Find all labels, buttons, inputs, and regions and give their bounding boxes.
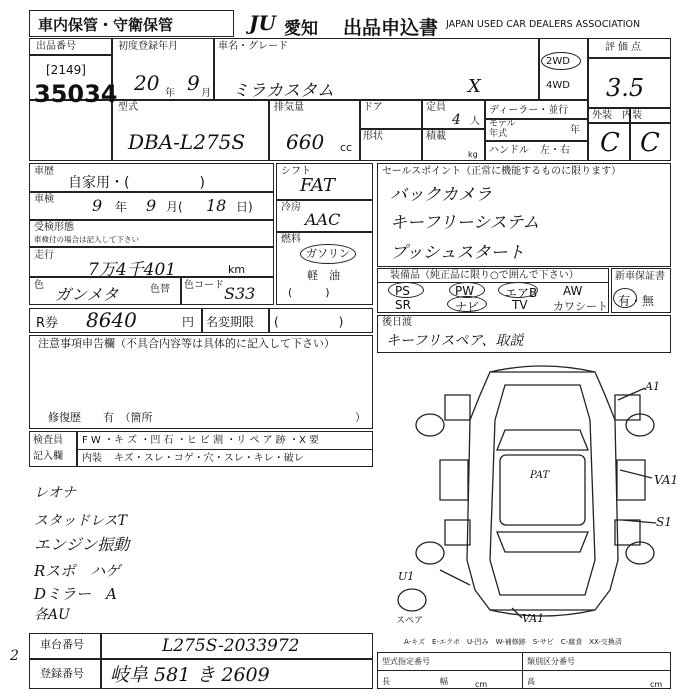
history-value: 自家用・( ) bbox=[68, 175, 205, 191]
doors-label: ドア bbox=[363, 102, 383, 113]
class-spec-label: 類別区分番号 bbox=[527, 657, 575, 666]
equip-navi: ナビ bbox=[455, 300, 480, 314]
color-value: ガンメタ bbox=[55, 285, 119, 304]
car-name: ミラカスタム bbox=[232, 81, 334, 101]
inspection-note-1: レオナ bbox=[34, 485, 76, 501]
warranty-options: 有・無 bbox=[618, 294, 655, 308]
selling-point-1: バックカメラ bbox=[390, 185, 492, 205]
cm-unit-1: cm bbox=[475, 680, 488, 689]
receipt-label: 受検形態 bbox=[34, 222, 74, 233]
storage-label: 車内保管・守衛保管 bbox=[38, 16, 174, 34]
model-label: 車名・グレード bbox=[218, 41, 288, 52]
displacement-value: 660 bbox=[286, 130, 325, 154]
equip-aw: AW bbox=[563, 284, 583, 298]
equip-sr: SR bbox=[395, 298, 411, 312]
mark-va1-right: VA1 bbox=[654, 473, 679, 487]
color-label: 色 bbox=[34, 280, 44, 291]
interior-grade: C bbox=[640, 128, 660, 158]
drive-4wd: 4WD bbox=[546, 80, 570, 91]
length-label: 長 bbox=[382, 677, 390, 686]
ju-logo: JU bbox=[249, 11, 276, 35]
after-value: キーフリスペア、取説 bbox=[386, 333, 524, 349]
shaken-year-unit: 年 bbox=[115, 200, 128, 214]
name-change-label: 名変期限 bbox=[206, 315, 255, 329]
cm-unit-2: cm bbox=[650, 680, 663, 689]
warranty-label: 新車保証書 bbox=[615, 271, 665, 282]
capacity-unit: 人 bbox=[470, 116, 480, 127]
mark-u1: U1 bbox=[398, 570, 415, 583]
exterior-grade: C bbox=[600, 128, 620, 158]
ext-int-label: 外装 内装 bbox=[592, 110, 642, 121]
capacity-label: 定員 bbox=[426, 102, 446, 113]
handle-label: ハンドル bbox=[489, 145, 529, 156]
equip-power-seat: カワシート bbox=[553, 300, 608, 313]
shaken-month-unit: 月( bbox=[166, 200, 183, 214]
name-change-value: ( ) bbox=[274, 315, 344, 329]
selling-point-3: プッシュスタート bbox=[390, 243, 525, 263]
inspection-note-5: Dミラー A bbox=[34, 585, 117, 603]
load-label: 積載 bbox=[426, 131, 446, 142]
color-code-value: S33 bbox=[224, 284, 256, 303]
cc-unit: cc bbox=[340, 141, 353, 154]
equip-tv: TV bbox=[512, 298, 528, 312]
chassis-value: L275S-2033972 bbox=[162, 636, 300, 656]
first-reg-month: 9 bbox=[187, 71, 200, 95]
lot-number: 35034 bbox=[34, 80, 118, 108]
type-value: DBA-L275S bbox=[128, 130, 246, 154]
first-reg-year: 20 bbox=[134, 71, 160, 95]
fuel-paren: ( ) bbox=[288, 286, 330, 299]
ac-value: AAC bbox=[305, 210, 341, 229]
type-label: 型式 bbox=[118, 102, 138, 113]
shaken-day: 18 bbox=[206, 196, 227, 215]
shaken-day-unit: 日) bbox=[236, 200, 253, 214]
capacity-value: 4 bbox=[452, 112, 461, 128]
inspection-note-3: エンジン振動 bbox=[34, 535, 130, 554]
model-year-label1: モデル bbox=[489, 119, 516, 129]
month-unit: 月 bbox=[201, 88, 211, 99]
equip-ps: PS bbox=[395, 284, 410, 298]
inspection-note-6: 各AU bbox=[34, 607, 70, 623]
repair-label: 修復歴 有 （箇所 bbox=[48, 411, 153, 424]
receipt-note: 車検付の場合は記入して下さい bbox=[34, 235, 139, 244]
recycle-label: R券 bbox=[36, 316, 59, 331]
lot-small-number: [2149] bbox=[46, 63, 86, 77]
inspection-note-4: Rスポ ハゲ bbox=[34, 562, 121, 580]
mileage-label: 走行 bbox=[34, 250, 54, 261]
fuel-value: ガソリン bbox=[306, 247, 350, 260]
inspection-row2: キズ・スレ・コゲ・穴・スレ・キレ・破レ bbox=[114, 453, 304, 464]
yen-unit: 円 bbox=[182, 315, 195, 329]
mark-va1-rear: VA1 bbox=[522, 612, 545, 625]
score-value: 3.5 bbox=[606, 74, 645, 102]
association-name: JAPAN USED CAR DEALERS ASSOCIATION bbox=[446, 19, 641, 30]
inspector-label: 検査員 bbox=[33, 435, 63, 446]
selling-points-header: セールスポイント（正常に機能するものに限ります） bbox=[382, 166, 622, 177]
damage-legend: A-キズ E-エクボ U-凹み W-補修跡 S-サビ C-腐食 XX-交換済 bbox=[404, 638, 622, 646]
recycle-value: 8640 bbox=[86, 308, 137, 332]
kg-unit: kg bbox=[468, 150, 478, 159]
chassis-label: 車台番号 bbox=[40, 638, 84, 651]
shaken-year: 9 bbox=[92, 196, 103, 215]
ac-label: 冷房 bbox=[281, 202, 301, 213]
year-suffix: 年 bbox=[570, 125, 580, 136]
grade: X bbox=[468, 76, 481, 97]
attention-header: 注意事項申告欄（不具合内容等は具体的に記入して下さい） bbox=[38, 337, 335, 350]
height-label: 高 bbox=[527, 677, 535, 686]
shift-label: シフト bbox=[281, 166, 311, 177]
color-change-label: 色替 bbox=[150, 284, 170, 295]
mark-pat: PAT bbox=[530, 470, 550, 481]
mileage-value: 7万4千401 bbox=[88, 260, 177, 280]
drive-2wd: 2WD bbox=[546, 56, 570, 67]
mark-a1: A1 bbox=[645, 380, 660, 393]
plate-value: 岐阜 581 き 2609 bbox=[110, 664, 270, 686]
first-reg-label: 初度登録年月 bbox=[118, 41, 178, 52]
history-label: 車歴 bbox=[34, 166, 54, 177]
shape-label: 形状 bbox=[363, 131, 383, 142]
form-title: 出品申込書 bbox=[343, 17, 439, 39]
model-year-label2: 年式 bbox=[489, 129, 508, 139]
margin-mark: 2 bbox=[10, 648, 19, 664]
equip-pw: PW bbox=[455, 284, 475, 298]
dealer-label: ディーラー・並行 bbox=[489, 105, 569, 116]
fuel-label: 燃料 bbox=[281, 234, 301, 245]
equipment-header: 装備品（純正品に限り○で囲んで下さい） bbox=[390, 270, 579, 281]
width-label: 幅 bbox=[440, 677, 448, 686]
repair-close: ） bbox=[355, 411, 366, 424]
displacement-label: 排気量 bbox=[274, 102, 304, 113]
selling-point-2: キーフリーシステム bbox=[390, 213, 540, 233]
km-unit: km bbox=[228, 263, 246, 276]
equip-airbag: エアB bbox=[505, 286, 538, 300]
spare-label: スペア bbox=[396, 616, 424, 626]
inspection-note-2: スタッドレスT bbox=[34, 513, 127, 529]
entry-label: 記入欄 bbox=[33, 451, 63, 462]
plate-label: 登録番号 bbox=[40, 667, 84, 680]
color-code-label: 色コード bbox=[184, 280, 224, 291]
lot-label: 出品番号 bbox=[36, 41, 76, 52]
org-name: 愛知 bbox=[284, 19, 318, 39]
score-label: 評価点 bbox=[605, 42, 644, 53]
shaken-month: 9 bbox=[146, 196, 157, 215]
mark-s1: S1 bbox=[656, 515, 672, 529]
diesel-label: 軽 油 bbox=[307, 269, 340, 282]
handle-options: 左・右 bbox=[540, 145, 570, 156]
shaken-label: 車検 bbox=[34, 194, 54, 205]
year-unit: 年 bbox=[165, 88, 175, 99]
shift-value: FAT bbox=[300, 175, 335, 196]
inspection-row2-label: 内装 bbox=[82, 453, 102, 464]
type-spec-label: 型式指定番号 bbox=[382, 657, 430, 666]
after-header: 後日渡 bbox=[382, 317, 412, 328]
inspection-row1: F W ・キ ズ ・凹 石 ・ヒ ビ 割 ・リ ペ ア 跡 ・X 要 bbox=[82, 435, 319, 446]
